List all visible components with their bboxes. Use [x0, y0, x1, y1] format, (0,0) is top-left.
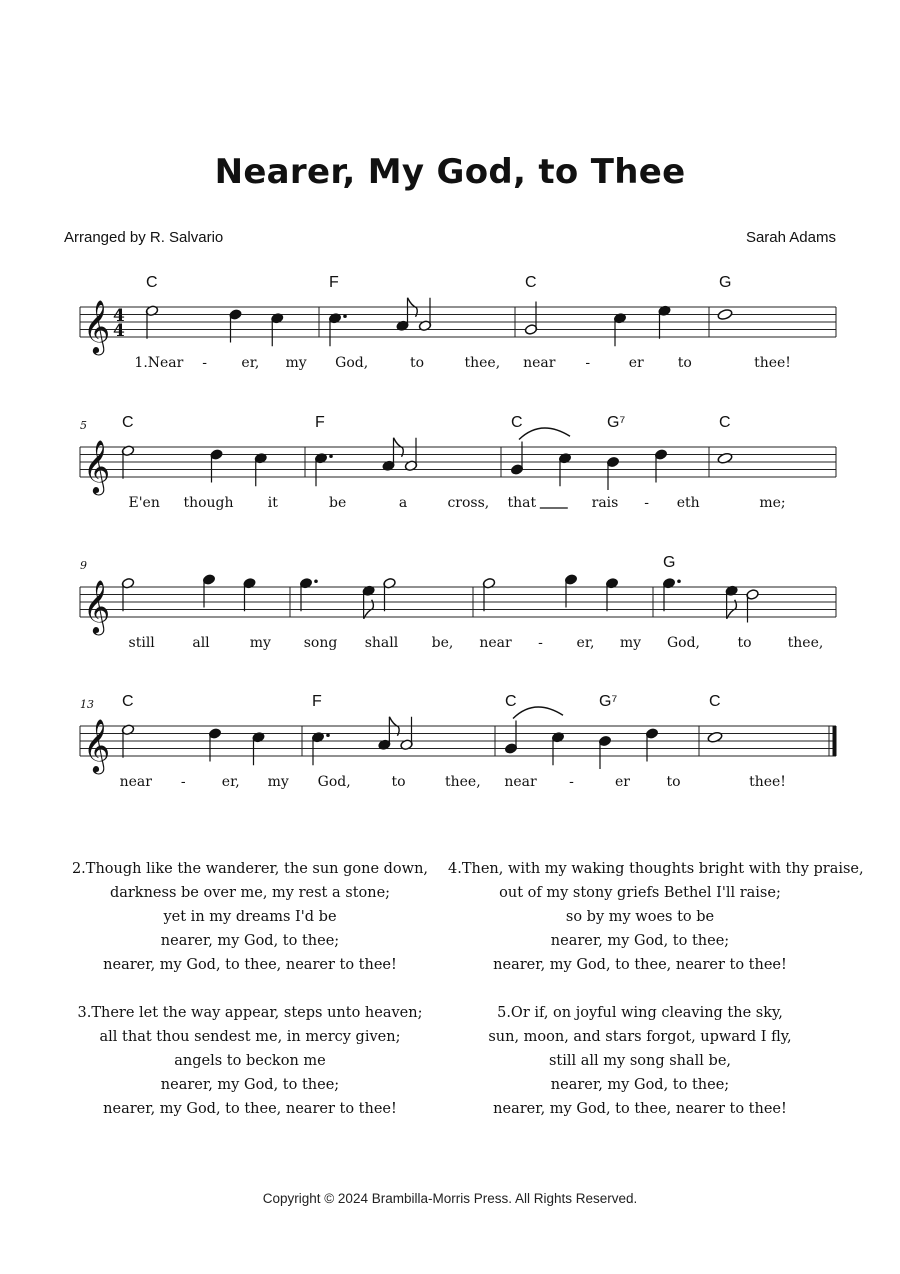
- lyric-syllable: er,: [221, 774, 240, 790]
- note-dot: [677, 579, 681, 583]
- measure-number: 13: [80, 698, 94, 711]
- treble-clef: 𝄞: [83, 579, 111, 633]
- verse-line: 2.Though like the wanderer, the sun gone down,: [71, 861, 429, 877]
- chord-symbol: G: [719, 274, 732, 291]
- lyric-syllable: shall: [364, 635, 399, 651]
- lyric-syllable: thee,: [787, 635, 824, 651]
- note-dot: [314, 579, 318, 583]
- verse-line: sun, moon, and stars forgot, upward I fly,: [488, 1029, 792, 1045]
- verse-line: angels to beckon me: [174, 1053, 326, 1069]
- notehead: [707, 731, 723, 743]
- lyric-syllable: still: [128, 635, 155, 651]
- lyric-syllable: rais: [591, 495, 619, 511]
- verse-line: out of my stony griefs Bethel I'll raise;: [499, 885, 781, 901]
- note-dot: [326, 733, 330, 737]
- verse-line: 3.There let the way appear, steps unto heaven;: [77, 1005, 423, 1021]
- lyric-syllable: er: [615, 774, 630, 790]
- lyric-syllable: that: [507, 495, 537, 511]
- verse-line: nearer, my God, to thee, nearer to thee!: [493, 957, 787, 973]
- lyric-syllable: God,: [335, 355, 369, 371]
- lyric-syllable: thee!: [749, 774, 786, 790]
- verse-line: 5.Or if, on joyful wing cleaving the sky,: [497, 1005, 783, 1021]
- lyric-syllable: song: [303, 635, 338, 651]
- verse-line: darkness be over me, my rest a stone;: [109, 885, 391, 901]
- verse-line: nearer, my God, to thee, nearer to thee!: [493, 1101, 787, 1117]
- verse-block: [70, 1001, 430, 1121]
- chord-symbol: C: [505, 693, 517, 710]
- note-dot: [343, 314, 347, 318]
- lyric-syllable: God,: [666, 635, 701, 651]
- lyric-hyphen: -: [644, 495, 649, 511]
- composer-credit: Sarah Adams: [745, 229, 836, 246]
- chord-symbol: G: [663, 554, 676, 571]
- verse-line: 4.Then, with my waking thoughts bright with thy praise,: [448, 861, 864, 877]
- lyric-syllable: thee,: [444, 774, 481, 790]
- time-signature-top: 4: [113, 306, 125, 326]
- verse-line: nearer, my God, to thee, nearer to thee!: [103, 957, 397, 973]
- lyric-syllable: near: [479, 635, 512, 651]
- lyric-syllable: near: [504, 774, 537, 790]
- verse-block: [70, 857, 430, 977]
- treble-clef: 𝄞: [83, 299, 111, 353]
- lyric-syllable: to: [409, 355, 425, 371]
- song-title: Nearer, My God, to Thee: [214, 152, 686, 192]
- lyric-syllable: to: [737, 635, 752, 651]
- lyric-syllable: er,: [576, 635, 595, 651]
- chord-symbol: C: [511, 414, 523, 431]
- lyric-syllable: E'en: [128, 495, 160, 511]
- verses-left-column: [70, 857, 430, 1145]
- lyric-syllable: thee!: [754, 355, 791, 371]
- slur: [513, 707, 563, 719]
- verse-line: all that thou sendest me, in mercy given;: [99, 1029, 401, 1045]
- chord-symbol: C: [146, 274, 158, 291]
- chord-symbol: G⁷: [607, 414, 626, 431]
- verse-block: [448, 1001, 832, 1121]
- lyric-syllable: thee,: [464, 355, 501, 371]
- final-barline-thick: [833, 726, 837, 756]
- chord-symbol: F: [315, 414, 325, 431]
- lyric-syllable: er,: [241, 355, 260, 371]
- lyric-hyphen: -: [569, 774, 574, 790]
- verse-line: yet in my dreams I'd be: [163, 909, 337, 925]
- verse-block: [448, 857, 864, 977]
- verse-line: nearer, my God, to thee, nearer to thee!: [103, 1101, 397, 1117]
- notehead: [717, 452, 733, 464]
- treble-clef: 𝄞: [83, 718, 111, 772]
- verse-line: nearer, my God, to thee;: [550, 933, 730, 949]
- note-dot: [329, 454, 333, 458]
- notehead: [717, 308, 733, 320]
- chord-symbol: C: [525, 274, 537, 291]
- lyric-syllable: be,: [431, 635, 454, 651]
- chord-symbol: F: [312, 693, 322, 710]
- chord-symbol: C: [122, 414, 134, 431]
- chord-symbol: F: [329, 274, 339, 291]
- lyric-syllable: my: [267, 774, 289, 790]
- lyric-syllable: to: [677, 355, 692, 371]
- verse-line: so by my woes to be: [565, 909, 715, 925]
- lyric-syllable: er: [628, 355, 644, 371]
- lyric-syllable: near: [119, 774, 152, 790]
- arranger-credit: Arranged by R. Salvario: [64, 229, 224, 246]
- measure-number: 5: [80, 419, 87, 432]
- lyric-syllable: my: [285, 355, 307, 371]
- lyric-syllable: to: [666, 774, 681, 790]
- chord-symbol: G⁷: [599, 693, 618, 710]
- treble-clef: 𝄞: [83, 439, 111, 493]
- slur: [519, 428, 570, 440]
- chord-symbol: C: [122, 693, 134, 710]
- lyric-syllable: cross,: [447, 495, 490, 511]
- verse-line: still all my song shall be,: [548, 1053, 732, 1069]
- lyric-syllable: a: [398, 495, 408, 511]
- measure-number: 9: [80, 559, 87, 572]
- lyric-syllable: my: [619, 635, 642, 651]
- lyric-syllable: 1.Near: [134, 355, 184, 371]
- chord-symbol: C: [709, 693, 721, 710]
- lyric-syllable: God,: [317, 774, 351, 790]
- lyric-syllable: my: [249, 635, 271, 651]
- lyric-syllable: though: [183, 495, 234, 511]
- chord-symbol: C: [719, 414, 731, 431]
- lyric-syllable: me;: [759, 495, 786, 511]
- lyric-hyphen: -: [180, 774, 186, 790]
- verse-line: nearer, my God, to thee;: [550, 1077, 730, 1093]
- verse-line: nearer, my God, to thee;: [160, 1077, 340, 1093]
- verse-line: nearer, my God, to thee;: [160, 933, 340, 949]
- lyric-syllable: all: [192, 635, 210, 651]
- lyric-syllable: it: [267, 495, 278, 511]
- lyric-hyphen: -: [202, 355, 207, 371]
- verses-right-column: [448, 857, 864, 1145]
- copyright-notice: Copyright © 2024 Brambilla-Morris Press. All Rights Reserved.: [262, 1191, 638, 1206]
- lyric-syllable: near: [523, 355, 556, 371]
- lyric-syllable: be: [329, 495, 347, 511]
- lyric-syllable: eth: [676, 495, 700, 511]
- time-signature-bottom: 4: [113, 321, 125, 341]
- lyric-syllable: to: [391, 774, 406, 790]
- lyric-hyphen: -: [585, 355, 591, 371]
- lyric-hyphen: -: [538, 635, 543, 651]
